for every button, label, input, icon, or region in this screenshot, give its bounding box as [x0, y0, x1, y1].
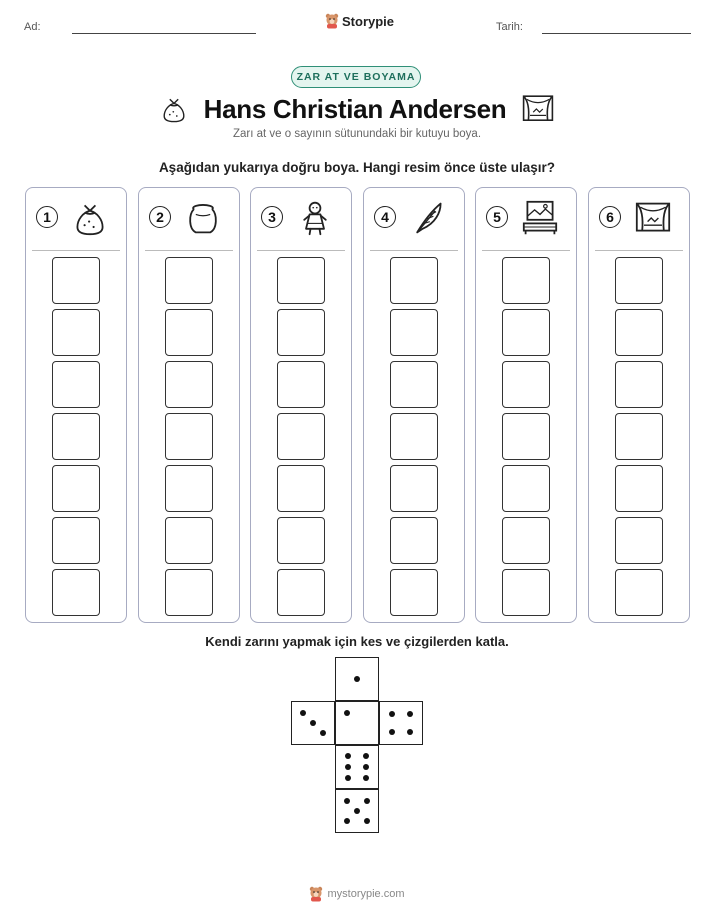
die-pips [336, 746, 378, 788]
color-box[interactable] [502, 361, 550, 408]
column-4 [363, 187, 465, 623]
stage-curtain-icon [522, 94, 554, 124]
color-box[interactable] [502, 309, 550, 356]
column-number: 4 [374, 206, 396, 228]
column-6 [588, 187, 690, 623]
color-box[interactable] [165, 569, 213, 616]
logo [325, 13, 394, 29]
color-box[interactable] [502, 569, 550, 616]
color-box[interactable] [615, 517, 663, 564]
name-label: Ad: [24, 21, 41, 33]
stage-curtain-icon [635, 200, 671, 236]
color-box[interactable] [615, 413, 663, 460]
die-pips [380, 702, 422, 744]
color-box[interactable] [390, 517, 438, 564]
die-instruction: Kendi zarını yapmak için kes ve çizgilerden katla. [205, 634, 509, 649]
die-face-5 [335, 789, 379, 833]
logo-bear-icon [309, 886, 323, 902]
activity-badge: ZAR AT VE BOYAMA [291, 66, 421, 88]
die-pips [336, 790, 378, 832]
column-3 [250, 187, 352, 623]
column-1 [25, 187, 127, 623]
color-box[interactable] [277, 413, 325, 460]
title-row [150, 92, 564, 126]
die-pips [336, 702, 378, 744]
color-box[interactable] [615, 361, 663, 408]
color-box[interactable] [502, 413, 550, 460]
color-box[interactable] [615, 465, 663, 512]
die-face-1b [335, 701, 379, 745]
color-box[interactable] [52, 257, 100, 304]
color-box[interactable] [615, 309, 663, 356]
pot-icon [185, 200, 221, 236]
date-line [542, 33, 691, 34]
sack-icon [72, 200, 108, 236]
column-number: 2 [149, 206, 171, 228]
color-box[interactable] [390, 257, 438, 304]
color-box[interactable] [52, 413, 100, 460]
color-box[interactable] [165, 465, 213, 512]
die-pips [292, 702, 334, 744]
color-box[interactable] [390, 569, 438, 616]
die-face-1 [335, 657, 379, 701]
footer-url[interactable]: mystorypie.com [327, 888, 405, 900]
color-box[interactable] [52, 569, 100, 616]
color-box[interactable] [502, 517, 550, 564]
logo-bear-icon [325, 13, 339, 29]
column-number: 3 [261, 206, 283, 228]
die-pips [336, 658, 378, 700]
color-box[interactable] [165, 361, 213, 408]
color-box[interactable] [277, 465, 325, 512]
color-box[interactable] [502, 465, 550, 512]
column-5 [475, 187, 577, 623]
footer [0, 886, 714, 902]
color-box[interactable] [390, 413, 438, 460]
color-box[interactable] [615, 569, 663, 616]
color-box[interactable] [390, 465, 438, 512]
doll-icon [297, 200, 333, 236]
column-2 [138, 187, 240, 623]
color-box[interactable] [277, 309, 325, 356]
bed-window-icon [522, 200, 558, 236]
date-label: Tarih: [496, 21, 523, 33]
color-box[interactable] [52, 465, 100, 512]
color-box[interactable] [165, 517, 213, 564]
color-box[interactable] [52, 361, 100, 408]
color-box[interactable] [52, 309, 100, 356]
color-box[interactable] [277, 257, 325, 304]
instruction-text: Aşağıdan yukarıya doğru boya. Hangi resim önce üste ulaşır? [158, 160, 556, 175]
color-box[interactable] [615, 257, 663, 304]
die-face-4 [379, 701, 423, 745]
color-box[interactable] [165, 309, 213, 356]
color-box[interactable] [390, 361, 438, 408]
column-number: 1 [36, 206, 58, 228]
color-box[interactable] [390, 309, 438, 356]
sack-icon [160, 94, 188, 124]
die-face-6 [335, 745, 379, 789]
logo-text: Storypie [342, 13, 395, 29]
color-box[interactable] [165, 413, 213, 460]
column-number: 6 [599, 206, 621, 228]
color-box[interactable] [502, 257, 550, 304]
feather-icon [410, 200, 446, 236]
color-box[interactable] [165, 257, 213, 304]
die-face-3 [291, 701, 335, 745]
name-line [72, 33, 256, 34]
color-box[interactable] [277, 517, 325, 564]
page-title: Hans Christian Andersen [203, 93, 507, 124]
color-box[interactable] [277, 569, 325, 616]
subtitle: Zarı at ve o sayının sütunundaki bir kutuyu boya. [232, 128, 482, 140]
color-box[interactable] [52, 517, 100, 564]
color-box[interactable] [277, 361, 325, 408]
column-number: 5 [486, 206, 508, 228]
